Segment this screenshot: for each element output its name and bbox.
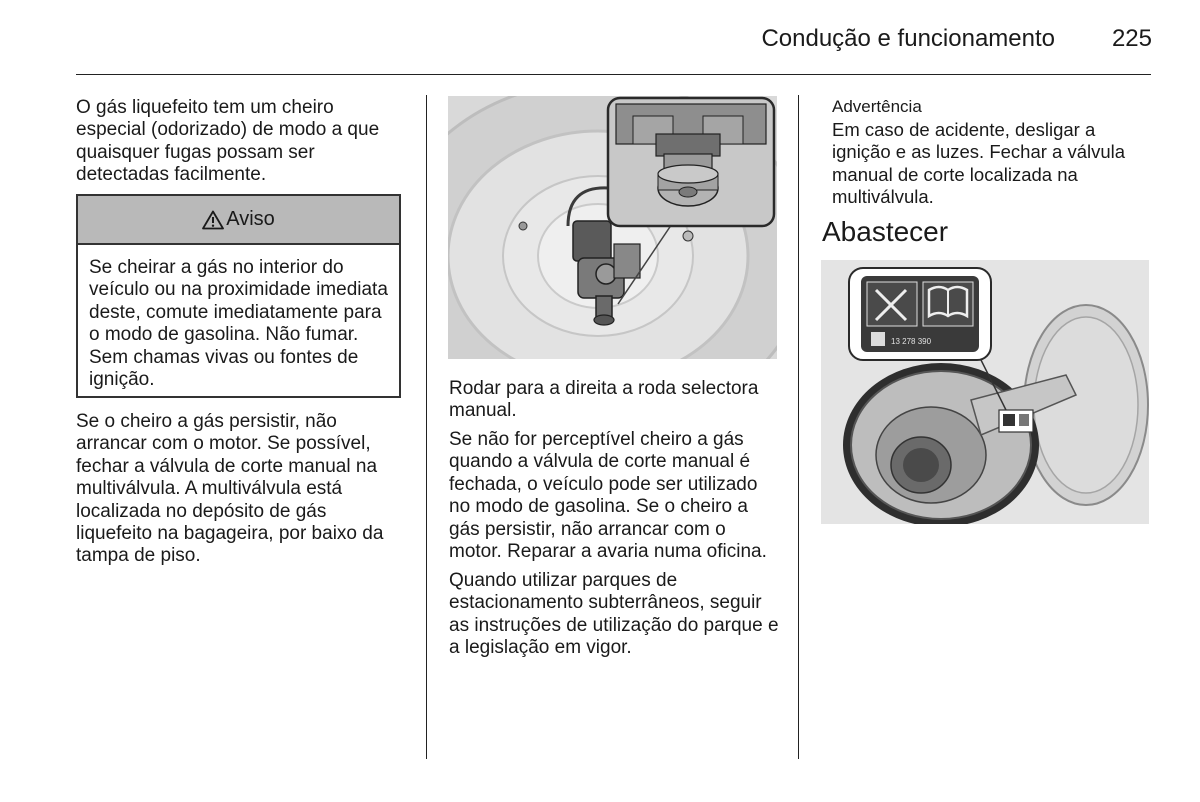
persistent-smell-paragraph: Se o cheiro a gás persistir, não arrancar com o motor. Se possível, fechar a válvula de corte manual na multiválvula. A multiválvula está localizada no depósito de gás liquefeito na bagageira, por baixo da tampa de piso. <box>76 411 384 567</box>
column-divider-2 <box>798 95 799 759</box>
advertencia-label: Advertência <box>832 97 922 116</box>
column-divider-1 <box>426 95 427 759</box>
header-rule <box>76 74 1151 75</box>
parking-paragraph: Quando utilizar parques de estacionamento subterrâneos, seguir as instruções de utilização do parque e a legislação em vigor. <box>449 570 779 659</box>
advertencia-text: Em caso de acidente, desligar a ignição e as luzes. Fechar a válvula manual de corte localizada na multiválvula. <box>832 119 1126 208</box>
warning-title: Aviso <box>226 208 275 230</box>
turn-wheel-paragraph: Rodar para a direita a roda selectora manual. <box>449 378 759 422</box>
warning-text: Se cheirar a gás no interior do veículo ou na proximidade imediata deste, comute imediatamente para o modo de gasolina. Não fumar. Sem chamas vivas ou fontes de ignição. <box>89 257 388 391</box>
fuel-flap-drawing <box>821 260 1149 524</box>
fuel-flap-illustration <box>821 260 1149 524</box>
warning-header <box>78 196 399 245</box>
intro-paragraph: O gás liquefeito tem um cheiro especial (odorizado) de modo a que quaisquer fugas possam ser detectadas facilmente. <box>76 97 380 186</box>
warning-triangle-icon <box>202 210 224 230</box>
page-header-title: Condução e funcionamento <box>761 25 1055 52</box>
label-code-text: 13 278 390 <box>891 337 932 346</box>
gasoline-mode-paragraph: Se não for perceptível cheiro a gás quando a válvula de corte manual é fechada, o veículo pode ser utilizado no modo de gasolina. Se o cheiro a gás persistir, não arrancar com o motor. Reparar a avaria numa oficina. <box>449 429 767 563</box>
multivalve-drawing <box>448 96 777 359</box>
multivalve-illustration <box>448 96 777 359</box>
page-number: 225 <box>1111 25 1152 52</box>
warning-box <box>76 194 401 398</box>
section-title-abastecer: Abastecer <box>822 216 949 247</box>
